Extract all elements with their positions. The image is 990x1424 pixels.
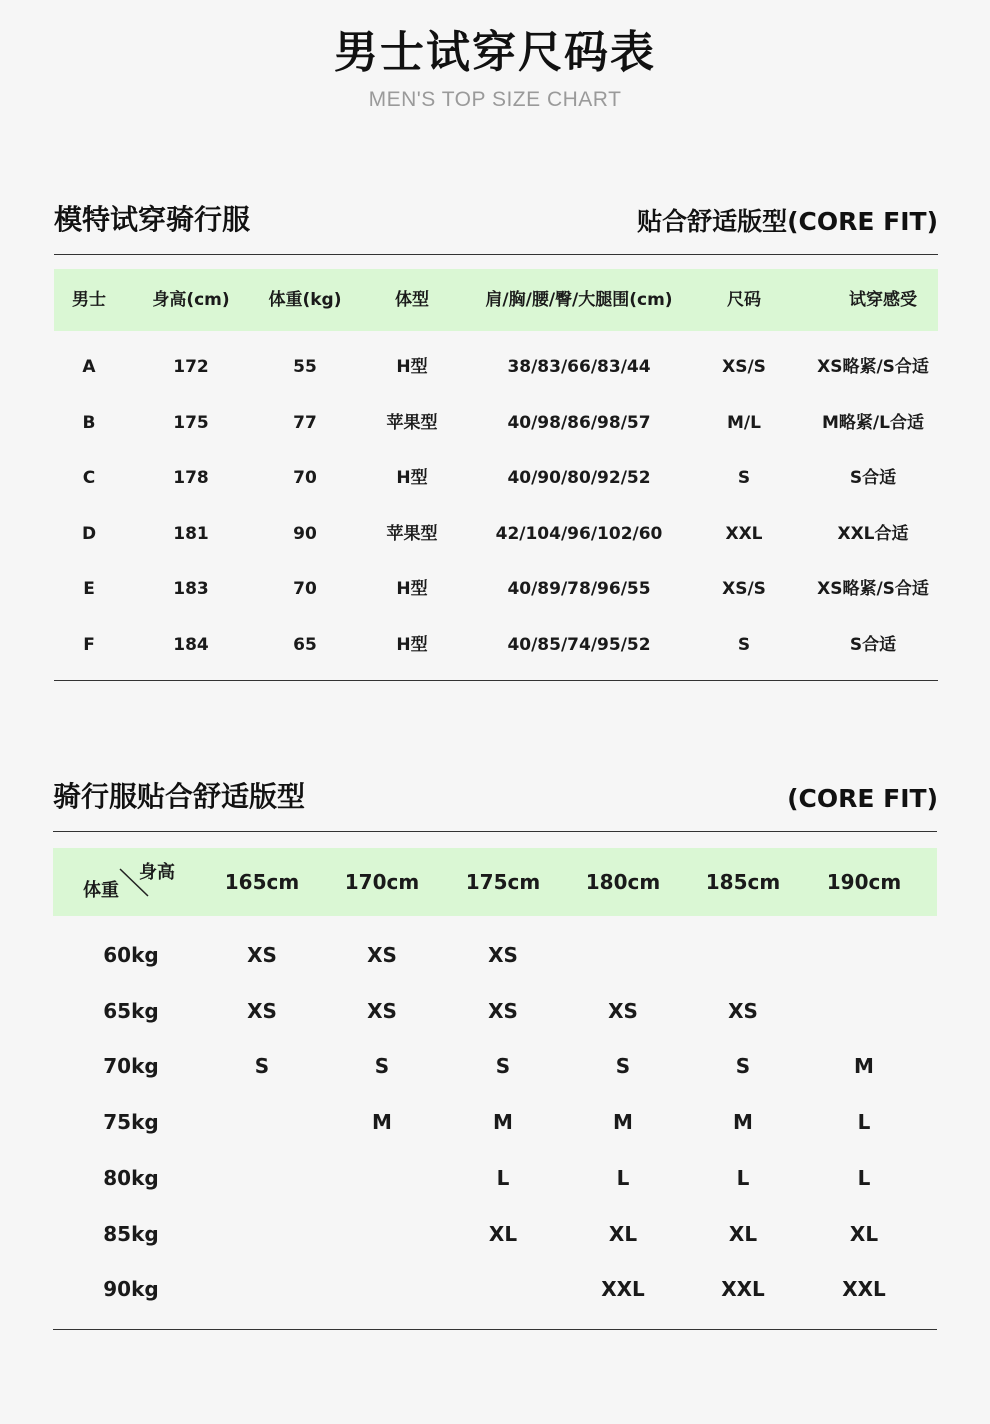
- table-cell: XS略紧/S合适: [817, 357, 929, 377]
- size-cell: XS: [608, 998, 638, 1023]
- table-cell: 183: [173, 579, 209, 599]
- size-cell: L: [857, 1110, 871, 1135]
- size-cell: L: [496, 1165, 510, 1190]
- size-cell: M: [613, 1110, 633, 1135]
- table-cell: 40/98/86/98/57: [507, 412, 651, 433]
- size-cell: XXL: [601, 1277, 645, 1302]
- size-cell: S: [615, 1054, 631, 1079]
- corner-height-label: 身高: [139, 862, 175, 883]
- weight-row-label: 85kg: [103, 1221, 159, 1246]
- size-cell: XS: [247, 998, 277, 1023]
- size-cell: M: [854, 1054, 874, 1079]
- table-cell: S合适: [849, 634, 897, 655]
- table-cell: XXL合适: [837, 523, 909, 544]
- table-cell: 40/89/78/96/55: [507, 579, 651, 599]
- size-cell: L: [857, 1165, 871, 1190]
- size-cell: XS: [367, 943, 397, 967]
- weight-row-label: 90kg: [103, 1277, 159, 1302]
- table-cell: 40/85/74/95/52: [507, 634, 651, 655]
- section1-col-header: 男士: [72, 290, 106, 310]
- table-cell: 38/83/66/83/44: [507, 357, 651, 377]
- size-cell: M: [493, 1110, 513, 1135]
- table-cell: 172: [173, 357, 209, 377]
- table-cell: 77: [293, 412, 317, 433]
- size-cell: XL: [608, 1221, 638, 1246]
- size-cell: M: [372, 1110, 392, 1135]
- table-cell: D: [81, 523, 97, 544]
- table-cell: H型: [396, 579, 428, 599]
- table-cell: 70: [293, 579, 317, 599]
- section1-col-header: 肩/胸/腰/臀/大腿围(cm): [485, 290, 673, 310]
- section1-fit-label: 贴合舒适版型(CORE FIT): [637, 207, 938, 236]
- table-cell: M/L: [727, 412, 761, 433]
- section1-bottom-rule: [54, 680, 938, 681]
- height-col-header: 180cm: [585, 870, 661, 894]
- size-cell: S: [374, 1054, 390, 1079]
- table-cell: 55: [293, 357, 317, 377]
- table-cell: 40/90/80/92/52: [507, 468, 651, 488]
- table-cell: B: [82, 412, 96, 433]
- table-row: [53, 1053, 937, 1079]
- weight-row-label: 75kg: [103, 1110, 159, 1135]
- height-col-header: 175cm: [465, 870, 541, 894]
- table-cell: H型: [396, 634, 428, 655]
- table-cell: 苹果型: [386, 523, 438, 544]
- table-cell: 175: [173, 412, 209, 433]
- table-cell: XS略紧/S合适: [817, 579, 929, 599]
- table-cell: XXL: [725, 523, 763, 544]
- page-subtitle: MEN'S TOP SIZE CHART: [368, 88, 622, 111]
- table-cell: F: [83, 634, 95, 655]
- table-cell: 181: [173, 523, 209, 544]
- table-cell: C: [82, 468, 96, 488]
- table-cell: E: [83, 579, 95, 599]
- table-cell: S: [737, 468, 751, 488]
- weight-row-label: 80kg: [103, 1165, 159, 1190]
- table-row: [54, 522, 938, 546]
- table-row: [54, 355, 938, 379]
- section1-col-header: 尺码: [727, 290, 761, 310]
- size-cell: XS: [728, 998, 758, 1023]
- table-row: [54, 411, 938, 435]
- section2-table-body: [53, 916, 937, 1318]
- table-row: [54, 633, 938, 657]
- section1-top-rule: [54, 254, 938, 255]
- weight-row-label: 70kg: [103, 1054, 159, 1079]
- section2-bottom-rule: [53, 1329, 937, 1330]
- size-cell: XL: [728, 1221, 758, 1246]
- size-cell: XS: [247, 943, 277, 967]
- table-row: [53, 942, 937, 968]
- section1-col-header: 身高(cm): [152, 290, 230, 310]
- corner-header: [53, 848, 203, 916]
- height-col-header: 170cm: [344, 870, 420, 894]
- section2-table: [53, 848, 937, 1318]
- table-row: [53, 1109, 937, 1135]
- table-row: [53, 998, 937, 1024]
- section2-table-header: [53, 848, 937, 916]
- table-cell: 184: [173, 634, 209, 655]
- table-cell: 苹果型: [386, 412, 438, 433]
- table-cell: XS/S: [722, 579, 766, 599]
- table-cell: 90: [293, 523, 317, 544]
- table-cell: XS/S: [722, 357, 766, 377]
- size-cell: XS: [488, 998, 518, 1023]
- section2-top-rule: [53, 831, 937, 832]
- size-cell: S: [495, 1054, 511, 1079]
- height-col-header: 190cm: [826, 870, 902, 894]
- table-row: [54, 466, 938, 490]
- size-cell: XL: [488, 1221, 518, 1246]
- table-cell: A: [82, 357, 96, 377]
- page-title: 男士试穿尺码表: [334, 27, 656, 78]
- section1-col-header: 体重(kg): [268, 290, 342, 310]
- size-cell: S: [735, 1054, 751, 1079]
- table-row: [53, 1221, 937, 1247]
- section1-title: 模特试穿骑行服: [54, 203, 251, 236]
- section1-table: [54, 269, 938, 669]
- size-cell: XXL: [842, 1277, 886, 1302]
- table-row: [53, 1165, 937, 1191]
- size-cell: S: [254, 1054, 270, 1079]
- section2-fit-label: (CORE FIT): [787, 784, 938, 813]
- weight-row-label: 65kg: [103, 998, 159, 1023]
- table-cell: 178: [173, 468, 209, 488]
- section1-table-header: [54, 269, 938, 331]
- size-cell: XS: [367, 998, 397, 1023]
- size-cell: M: [733, 1110, 753, 1135]
- table-cell: S合适: [849, 468, 897, 488]
- table-cell: 65: [293, 634, 317, 655]
- section1-col-header: 试穿感受: [849, 290, 917, 310]
- table-cell: H型: [396, 357, 428, 377]
- table-cell: H型: [396, 468, 428, 488]
- table-cell: S: [737, 634, 751, 655]
- section1-table-body: [54, 331, 938, 669]
- table-row: [54, 577, 938, 601]
- table-cell: 70: [293, 468, 317, 488]
- weight-row-label: 60kg: [103, 943, 159, 967]
- size-cell: L: [736, 1165, 750, 1190]
- table-cell: M略紧/L合适: [822, 412, 924, 433]
- height-col-header: 185cm: [705, 870, 781, 894]
- size-cell: XL: [849, 1221, 879, 1246]
- section1-col-header: 体型: [395, 290, 429, 310]
- table-row: [53, 1276, 937, 1302]
- size-cell: XXL: [721, 1277, 765, 1302]
- size-cell: XS: [488, 943, 518, 967]
- size-cell: L: [616, 1165, 630, 1190]
- height-col-header: 165cm: [224, 870, 300, 894]
- corner-weight-label: 体重: [83, 880, 119, 901]
- section2-title: 骑行服贴合舒适版型: [53, 780, 306, 813]
- table-cell: 42/104/96/102/60: [495, 523, 663, 544]
